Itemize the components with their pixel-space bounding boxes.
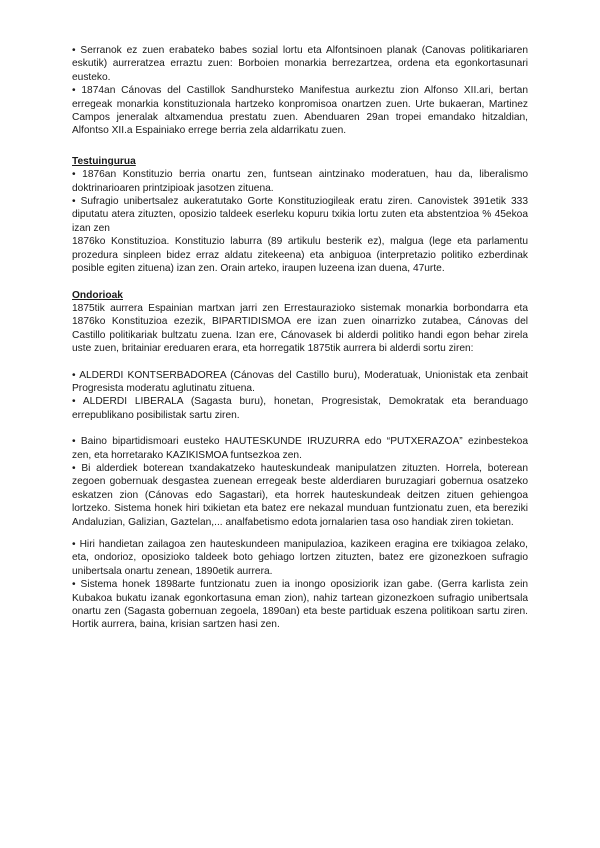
conclusions-lead-paragraph: 1875tik aurrera Espainian martxan jarri zen Errestaurazioko sistemak monarkia borbondarra eta 1876ko Konstituzioa ezezik, BIPARTIDISMOA ere izan zuen oinarrizko zutabea, Cánovas del Castillo politikariak bultzatu zuena. Izan ere, Cánovasek bi alderdi politiko handi egon behar zirela uste zuen, britainiar ereduaren erara, eta horregatik 1875tik aurrera bi alderdi sortu ziren: — [72, 302, 528, 355]
intro-paragraph-sandhurst: • 1874an Cánovas del Castillok Sandhursteko Manifestua aurkeztu zion Alfonso XII.ari, bertan erregeak monarkia konstituzionala hartzeko konpromisoa onartzen zuen. Urte bukaeran, Martinez Campos jeneralak altxamendua prestatu zuen. Abenduaren 29an tropei emandako hitzaldian, Alfontso XII.a Espainiako errege berria zela aldarrikatu zuen. — [72, 85, 528, 137]
fraud-paragraph-rotation: • Bi alderdiek boterean txandakatzeko hauteskundeak manipulatzen zituzten. Horrela, boterean zegoen gobernuak desgastea zuenean erregeak beste alderdiaren buruzagiari gobernua osatzeko eskatzen zion (Cánovas edo Sagastari), eta horrek hauteskundeak deitzen zituen gehiengoa lortzeko. Sistema honek hiri txikietan eta batez ere nekazal munduan funtzionatu zuen, eta bereziki Andaluzian, Galizian, Gaztelan,... analfabetismo edota jornalarien tasa oso handiak ziren tokietan. — [72, 462, 528, 528]
cities-paragraph-manipulation: • Hiri handietan zailagoa zen hauteskundeen manipulazioa, kazikeen eragina ere txikiagoa zelako, eta, ondorioz, oposizioko taldeek boto gehiago lortzen zituzten, batez ere gizonezkoen sufragio unibertsala onartu zenean, 1890etik aurrera. — [72, 539, 528, 577]
document-page — [72, 44, 528, 632]
intro-paragraph-serrano: • Serranok ez zuen erabateko babes sozial lortu eta Alfontsinoen planak (Canovas politikariaren eskutik) aurreratzea erraztu zuen: Borboien monarkia berrezartzea, ordena eta egonkortasunari eusteko. — [72, 45, 528, 83]
spacer — [72, 276, 528, 289]
heading-conclusions: Ondorioak — [72, 289, 123, 301]
party-conservative: • ALDERDI KONTSERBADOREA (Cánovas del Castillo buru), Moderatuak, Unionistak eta zenbait Progresista moderatu aglutinatu zituena. — [72, 369, 528, 394]
spacer — [72, 529, 528, 538]
heading-context: Testuingurua — [72, 155, 136, 167]
context-paragraph-1876: 1876ko Konstituzioa. Konstituzio laburra (89 artikulu besterik ez), malgua (lege eta parlamentu prozedura sinpleen bidez erraz aldatu zitekeena) eta anbiguoa (interpretazio politiko ezberdinak posible egiten zituena) izan zen. Orain arteko, iraupen luzeena izan duena, 47urte. — [72, 236, 528, 275]
spacer — [72, 422, 528, 435]
spacer — [72, 138, 528, 155]
cities-paragraph-1898: • Sistema honek 1898arte funtzionatu zuen ia inongo oposiziorik izan gabe. (Gerra karlista zein Kubakoa bukatu izanak egonkortasuna eman zion), nahiz tartean gizonezkoen sufragio unibertsala onartu zen (Sagasta gobernuan zegoela, 1890an) eta beste partiduak eszena politikoan sartu ziren. Hortik aurrera, baina, krisian sartzen hasi zen. — [72, 579, 528, 631]
context-paragraph-cortes: • Sufragio unibertsalez aukeratutako Gorte Konstituziogileak eratu ziren. Canovistek 391etik 333 diputatu atera zituzten, oposizio taldeek eserleku kopuru txikia lortu zuten eta abstentzioa % 45ekoa izan zen — [72, 196, 528, 234]
party-liberal: • ALDERDI LIBERALA (Sagasta buru), honetan, Progresistak, Demokratak eta beranduago errepublikano posibilistak sartu ziren. — [72, 396, 528, 421]
fraud-paragraph-putxerazoa: • Baino bipartidismoari eusteko HAUTESKUNDE IRUZURRA edo “PUTXERAZOA” ezinbestekoa zen, eta horretarako KAZIKISMOA funtsezkoa zen. — [72, 436, 528, 461]
context-paragraph-constitution: • 1876an Konstituzio berria onartu zen, funtsean aintzinako moderatuen, hau da, liberalismo doktrinarioaren printzipioak jasotzen zituena. — [72, 169, 528, 194]
spacer — [72, 356, 528, 369]
